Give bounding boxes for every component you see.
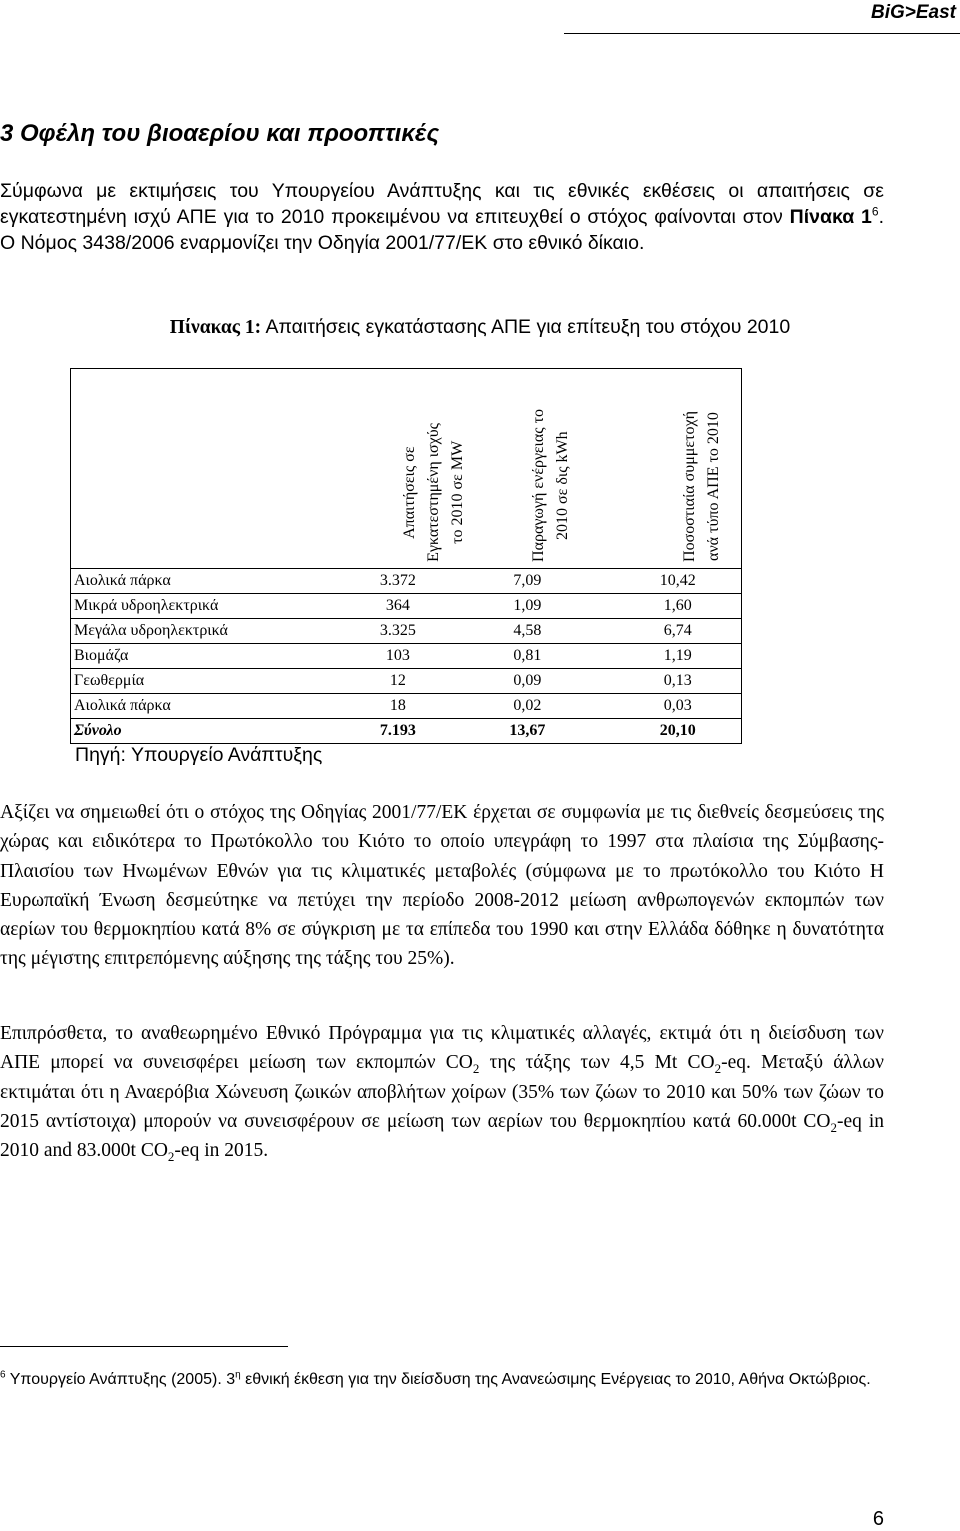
- footnote-rule: [0, 1346, 288, 1347]
- header-rule: [564, 33, 960, 34]
- total-mw: 7.193: [355, 719, 440, 744]
- table-row: [71, 669, 742, 694]
- co2-text-5: -eq in 2015.: [174, 1140, 269, 1162]
- table-row: [71, 594, 742, 619]
- total-kwh: 13,67: [440, 719, 614, 744]
- row-name: Μεγάλα υδροηλεκτρικά: [71, 619, 356, 644]
- header-cell-kwh: [440, 369, 614, 569]
- row-pct: 0,13: [614, 669, 741, 694]
- table-row: [71, 569, 742, 594]
- co2-sub-3: 2: [830, 1119, 838, 1135]
- header-cell-mw: [355, 369, 466, 569]
- header-mw-label: Απαιτήσεις σε Εγκατεστημένη ισχύς το 2010 σε MW: [400, 423, 466, 562]
- co2-text-4: -eq in 2010 and 83.000t CO: [0, 1110, 884, 1162]
- footnote-text-1: Υπουργείο Ανάπτυξης (2005). 3: [5, 1371, 236, 1388]
- footnote: [0, 1368, 884, 1392]
- page-number: 6: [872, 1508, 884, 1530]
- header-kwh-label: Παραγωγή ενέργειας το 2010 σε δις kWh: [530, 409, 572, 562]
- table-row: [71, 619, 742, 644]
- row-kwh: 1,09: [440, 594, 614, 619]
- total-pct: 20,10: [614, 719, 741, 744]
- paragraph-kyoto: Αξίζει να σημειωθεί ότι ο στόχος της Οδηγίας 2001/77/ΕΚ έρχεται σε συμφωνία με τις διεθνείς δεσμεύσεις της χώρας και ειδικότερα το Πρωτόκολλο του Κιότο το οποίο υπεγράφη το 1997 στα πλαίσια της Σύμβασης-Πλαισίου των Ηνωμένων Εθνών για τις κλιματικές μεταβολές (σύμφωνα με το πρωτόκολλο του Κιότο Η Ευρωπαϊκή Ένωση δεσμεύτηκε να πετύχει την περίοδο 2008-2012 μείωση ανθρωπογενών εκπομπών των αερίων του θερμοκηπίου κατά 8% σε σύγκριση με τα επίπεδα του 1990 και στην Ελλάδα δόθηκε η δυνατότητα της μέγιστης επιτρεπόμενης αύξησης της τάξης του 25%).: [0, 802, 884, 970]
- section-heading: 3 Οφέλη του βιοαερίου και προοπτικές: [0, 120, 440, 147]
- row-pct: 1,19: [614, 644, 741, 669]
- brand-logo-text: BiG>East: [870, 2, 956, 23]
- table-caption: [0, 316, 960, 339]
- footnote-marker[interactable]: 6: [871, 204, 879, 219]
- row-pct: 0,03: [614, 694, 741, 719]
- row-kwh: 0,81: [440, 644, 614, 669]
- co2-text-1: Επιπρόσθετα, το αναθεωρημένο Εθνικό Πρόγραμμα για τις κλιματικές αλλαγές, εκτιμά ότι η διείσδυση των ΑΠΕ μπορεί να συνεισφέρει μείωση των εκπομπών CO: [0, 1023, 884, 1074]
- row-name: Μικρά υδροηλεκτρικά: [71, 594, 356, 619]
- row-name: Βιομάζα: [71, 644, 356, 669]
- row-mw: 3.325: [355, 619, 440, 644]
- paragraph-co2: [0, 1019, 884, 1165]
- table-reference-link[interactable]: Πίνακα 1: [789, 206, 872, 228]
- row-pct: 6,74: [614, 619, 741, 644]
- total-name: Σύνολο: [71, 719, 356, 744]
- row-pct: 1,60: [614, 594, 741, 619]
- row-kwh: 0,02: [440, 694, 614, 719]
- footnote-number: 6: [0, 1369, 6, 1381]
- table-caption-label: Πίνακας 1:: [169, 317, 262, 338]
- intro-paragraph: [0, 178, 884, 256]
- row-mw: 3.372: [355, 569, 440, 594]
- table-caption-text: Απαιτήσεις εγκατάστασης ΑΠΕ για επίτευξη του στόχου 2010: [261, 316, 791, 338]
- co2-sub-1: 2: [472, 1061, 480, 1077]
- table-total-row: [71, 719, 742, 744]
- res-requirements-table: [70, 368, 742, 744]
- row-name: Αιολικά πάρκα: [71, 569, 356, 594]
- table-source: Πηγή: Υπουργείο Ανάπτυξης: [75, 744, 323, 766]
- intro-text-2: . Ο Νόμος 3438/2006 εναρμονίζει την Οδηγία 2001/77/ΕΚ στο εθνικό δίκαιο.: [0, 206, 884, 254]
- co2-text-2: της τάξης των 4,5 Mt CO: [479, 1052, 715, 1074]
- row-mw: 12: [355, 669, 440, 694]
- table-row: [71, 694, 742, 719]
- row-pct: 10,42: [614, 569, 741, 594]
- co2-sub-2: 2: [714, 1061, 722, 1077]
- row-mw: 18: [355, 694, 440, 719]
- row-name: Γεωθερμία: [71, 669, 356, 694]
- table-row: [71, 644, 742, 669]
- header-empty-cell: [71, 369, 356, 569]
- row-kwh: 4,58: [440, 619, 614, 644]
- row-kwh: 7,09: [440, 569, 614, 594]
- co2-sub-4: 2: [167, 1149, 175, 1165]
- co2-text-3: -eq. Μεταξύ άλλων εκτιμάται ότι η Αναερόβια Χώνευση ζωικών αποβλήτων χοίρων (35% των ζώων το 2010 και 50% των ζώων το 2015 αντίστοιχα) μπορούν να συνεισφέρουν σε μείωση των αερίων του θερμοκηπίου κατά 60.000t CO: [0, 1052, 884, 1132]
- header-cell-pct: [614, 369, 741, 569]
- row-name: Αιολικά πάρκα: [71, 694, 356, 719]
- table-header-row: [71, 369, 742, 569]
- footnote-text-2: εθνική έκθεση για την διείσδυση της Ανανεώσιμης Ενέργειας το 2010, Αθήνα Οκτώβριος.: [240, 1371, 871, 1388]
- row-mw: 103: [355, 644, 440, 669]
- intro-text-1: Σύμφωνα με εκτιμήσεις του Υπουργείου Ανάπτυξης και τις εθνικές εκθέσεις οι απαιτήσεις σε εγκατεστημένη ισχύ ΑΠΕ για το 2010 προκειμένου να επιτευχθεί ο στόχος φαίνονται στον: [0, 180, 884, 228]
- footnote-superscript: η: [235, 1369, 241, 1381]
- row-kwh: 0,09: [440, 669, 614, 694]
- row-mw: 364: [355, 594, 440, 619]
- header-pct-label: Ποσοστιαία συμμετοχή ανά τύπο ΑΠΕ το 2010: [680, 411, 722, 562]
